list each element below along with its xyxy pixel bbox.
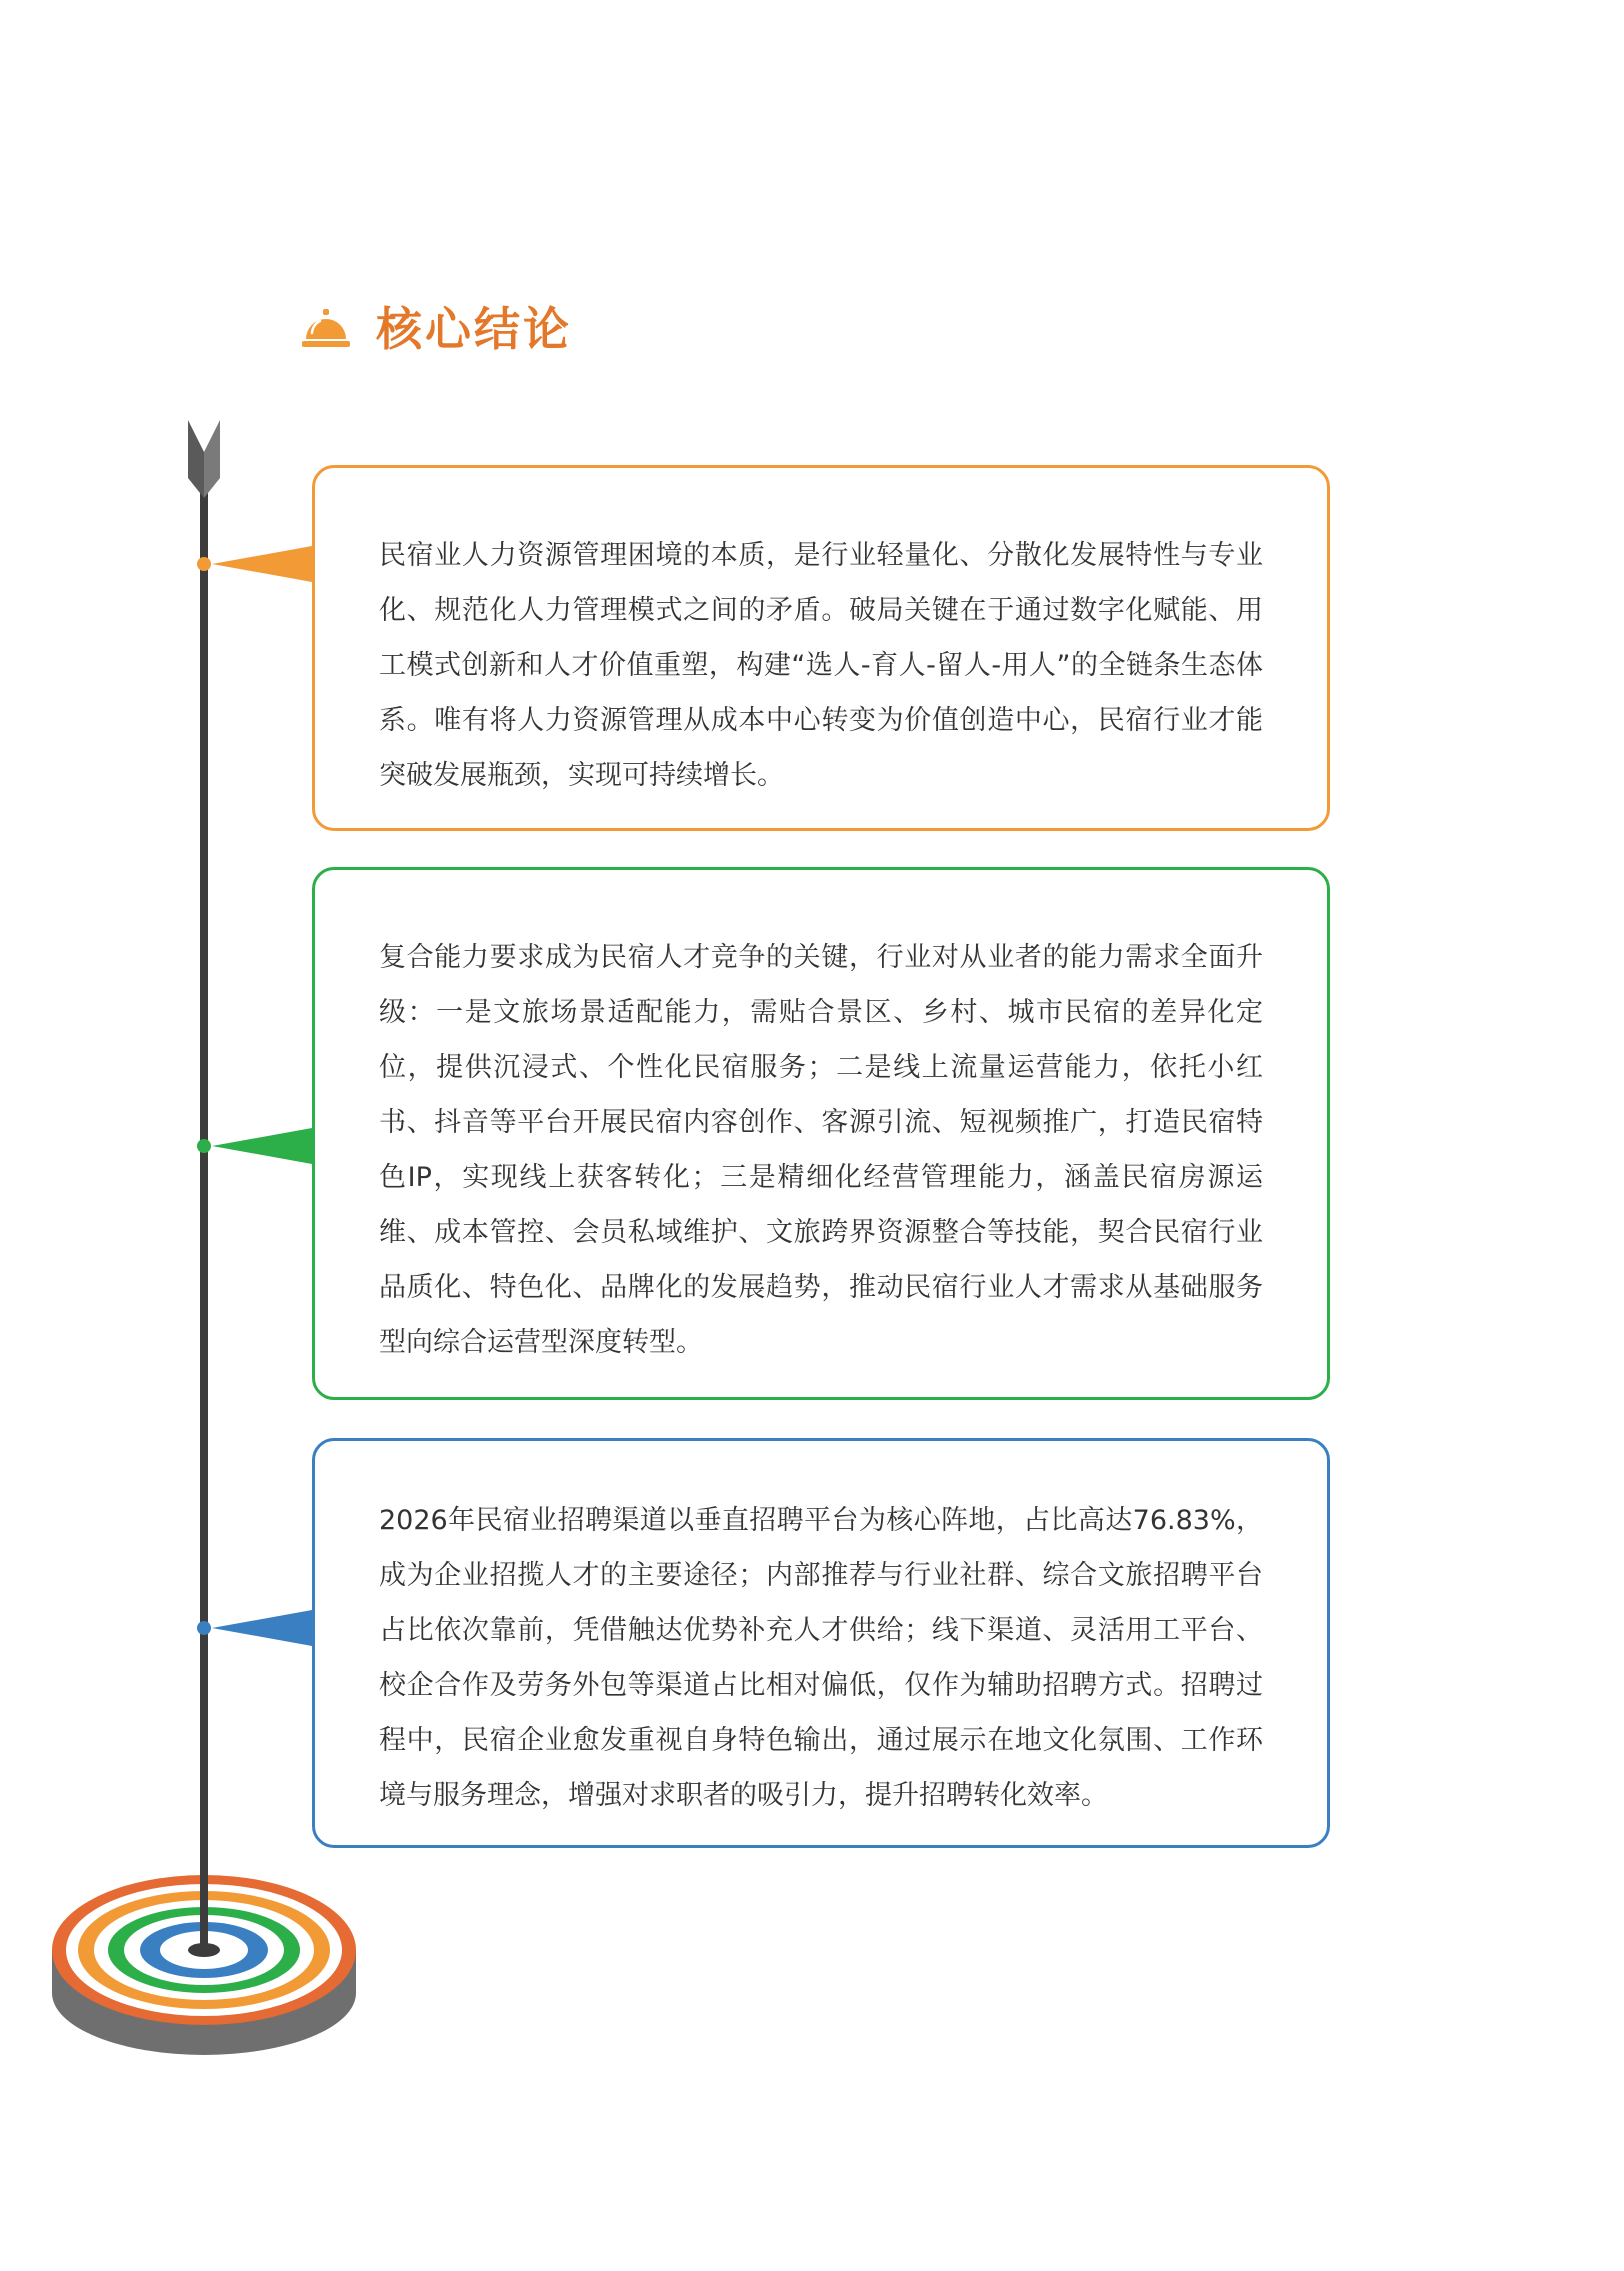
section-header: [298, 296, 572, 362]
conclusion-text-3: 2026年民宿业招聘渠道以垂直招聘平台为核心阵地，占比高达76.83%，成为企业招揽人才的主要途径；内部推荐与行业社群、综合文旅招聘平台占比依次靠前，凭借触达优势补充人才供给；线下渠道、灵活用工平台、校企合作及劳务外包等渠道占比相对偏低，仅作为辅助招聘方式。招聘过程中，民宿企业愈发重视自身特色输出，通过展示在地文化氛围、工作环境与服务理念，增强对求职者的吸引力，提升招聘转化效率。: [379, 1505, 1263, 1811]
pointer-flag-orange: [212, 546, 312, 582]
timeline-pole: [200, 480, 208, 1952]
timeline-node-green: [197, 1139, 211, 1153]
page-title: 核心结论: [376, 302, 572, 356]
conclusion-text-1: 民宿业人力资源管理困境的本质，是行业轻量化、分散化发展特性与专业化、规范化人力管理模式之间的矛盾。破局关键在于通过数字化赋能、用工模式创新和人才价值重塑，构建“选人-育人-留人-用人”的全链条生态体系。唯有将人力资源管理从成本中心转变为价值创造中心，民宿行业才能突破发展瓶颈，实现可持续增长。: [379, 540, 1263, 791]
timeline-node-orange: [197, 557, 211, 571]
timeline-node-blue: [197, 1621, 211, 1635]
conclusion-card-1: [312, 465, 1330, 831]
pointer-flag-green: [212, 1128, 312, 1164]
pointer-flag-blue: [212, 1610, 312, 1646]
conclusion-text-2: 复合能力要求成为民宿人才竞争的关键，行业对从业者的能力需求全面升级：一是文旅场景适配能力，需贴合景区、乡村、城市民宿的差异化定位，提供沉浸式、个性化民宿服务；二是线上流量运营能力，依托小红书、抖音等平台开展民宿内容创作、客源引流、短视频推广，打造民宿特色IP，实现线上获客转化；三是精细化经营管理能力，涵盖民宿房源运维、成本管控、会员私域维护、文旅跨界资源整合等技能，契合民宿行业品质化、特色化、品牌化的发展趋势，推动民宿行业人才需求从基础服务型向综合运营型深度转型。: [379, 942, 1263, 1358]
arrow-fletching-icon: [188, 420, 220, 498]
conclusion-card-2: [312, 867, 1330, 1400]
service-bell-icon: [298, 301, 354, 357]
conclusion-card-3: [312, 1438, 1330, 1848]
